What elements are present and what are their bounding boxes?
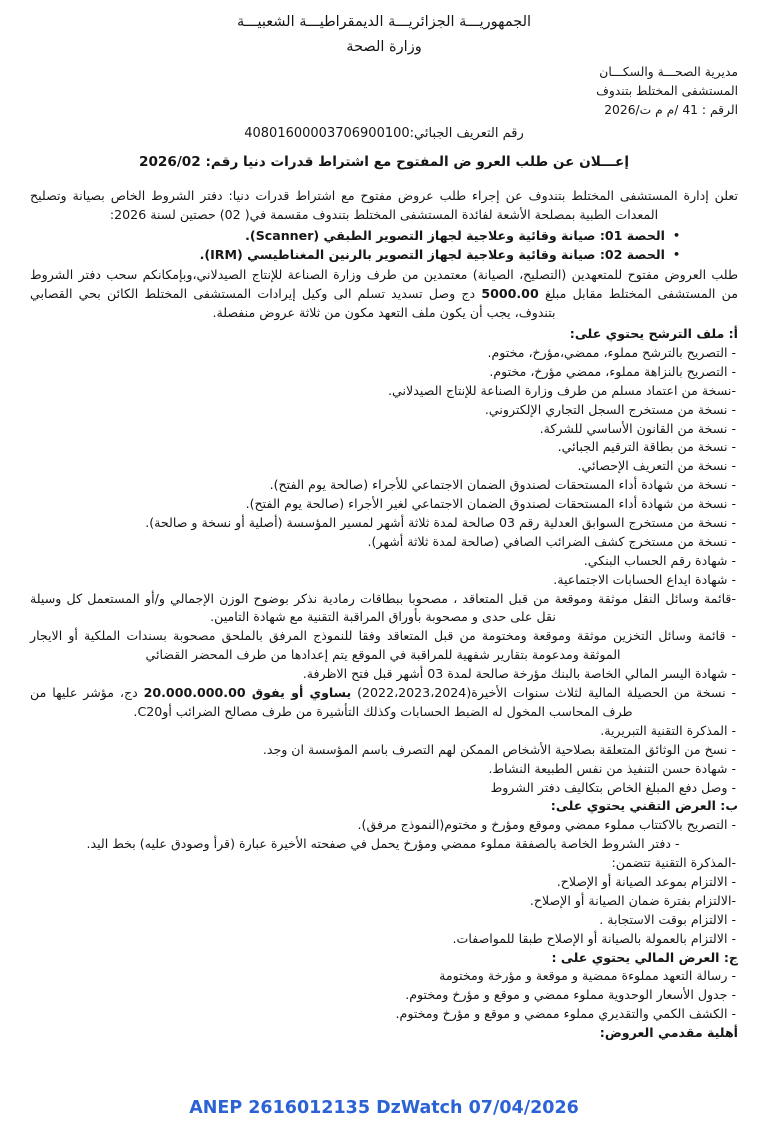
list-item: - نسخ من الوثائق المتعلقة بصلاحية الأشخاص الممكن لهم التصرف باسم المؤسسة ان وجد. xyxy=(262,741,736,757)
list-item: - نسخة من القانون الأساسي للشركة. xyxy=(539,420,736,436)
intro-paragraph: تعلن إدارة المستشفى المختلط بتندوف عن إجراء طلب عروض مفتوح مع اشتراط قدرات دنيا: دفتر الشروط الخاص بصيانة وتصليح المعدات الطبية بمصلحة الأشعة لفائدة المستشفى المختلط بتندوف مقسمة في( 02) حصتين لسنة 2026: xyxy=(30,187,738,222)
list-item: - التصريح بالاكتتاب مملوء ممضي وموقع ومؤرخ و مختوم(النموذج مرفق). xyxy=(357,817,736,833)
bullet-icon: • xyxy=(672,228,680,242)
eligibility-heading: أهلية مقدمي العروض: xyxy=(599,1025,738,1041)
list-item: - نسخة من مستخرج السوابق العدلية رقم 03 صالحة لمدة ثلاثة أشهر لمسير المؤسسة (أصلية أو نسخة و صالحة). xyxy=(145,515,736,531)
list-item: - شهادة ايداع الحسابات الاجتماعية. xyxy=(553,571,736,587)
list-item: -نسخة من اعتماد مسلم من طرف وزارة الصناعة للإنتاج الصيدلاني. xyxy=(388,382,736,398)
reference-number-line: الرقم : 41 /م م ت/2026 xyxy=(604,102,738,117)
header-right xyxy=(30,63,738,120)
list-item: - رسالة التعهد مملوءة ممضية و موقعة و مؤرخة ومختومة xyxy=(439,968,736,984)
conditions-paragraph: طلب العروض مفتوح للمتعهدين (التصليح، الصيانة) معتمدين من طرف وزارة الصناعة للإنتاج الصيدلاني،وبإمكانكم سحب دفتر الشروط من المستشفى المختلط مقابل مبلغ 5000.00 دج وصل تسديد تسلم الى وكيل إيرادات المستشفى المختلط الكائن بحي القصابي بتندوف، يجب أن يكون ملف التعهد مكون من ثلاثة عروض منفصلة. xyxy=(30,267,738,321)
list-item: - شهادة رقم الحساب البنكي. xyxy=(583,552,736,568)
list-item: -المذكرة التقنية تتضمن: xyxy=(611,855,736,871)
directorate-line: مديرية الصحـــة والسكـــان xyxy=(599,64,738,79)
document-body xyxy=(30,185,738,1043)
list-item: - شهادة حسن التنفيذ من نفس الطبيعة النشاط. xyxy=(488,760,736,776)
list-item: - نسخة من شهادة أداء المستحقات لصندوق الضمان الاجتماعي لغير الأجراء (صالحة يوم الفتح). xyxy=(245,496,736,512)
section-c-heading: ج: العرض المالي يحتوي على : xyxy=(551,949,738,965)
republic-title: الجمهوريـــة الجزائريـــة الديمقراطيـــة الشعبيـــة xyxy=(236,14,532,30)
list-item: - التصريح بالترشح مملوء، ممضي،مؤرخ، مختوم. xyxy=(487,345,736,361)
lot-2-bullet: •الحصة 02: صيانة وقائية وعلاجية لجهاز التصوير بالرنين المغناطيسي (IRM). xyxy=(199,246,680,262)
bullet-icon: • xyxy=(672,247,680,261)
list-item: - نسخة من شهادة أداء المستحقات لصندوق الضمان الاجتماعي للأجراء (صالحة يوم الفتح). xyxy=(269,477,736,493)
anep-footer: ANEP 2616012135 DzWatch 07/04/2026 xyxy=(189,1098,579,1118)
header-center xyxy=(30,10,738,61)
list-item: - وصل دفع المبلغ الخاص بتكاليف دفتر الشروط xyxy=(490,779,736,795)
list-item: - نسخة من بطاقة الترقيم الجبائي. xyxy=(557,439,736,455)
list-item: - شهادة اليسر المالي الخاصة بالبنك مؤرخة صالحة لمدة 03 أشهر قبل فتح الاظرفة. xyxy=(302,666,736,682)
hospital-line: المستشفى المختلط بتندوف xyxy=(596,83,738,98)
section-b-heading: ب: العرض التقني يحتوي على: xyxy=(550,798,738,814)
tax-id-line: رقم التعريف الجبائي:40801600003706900100 xyxy=(244,125,524,141)
list-item: - الكشف الكمي والتقديري مملوء ممضي و موقع و مؤرخ ومختوم. xyxy=(395,1006,736,1022)
list-item: - الالتزام بموعد الصيانة أو الإصلاح. xyxy=(556,873,736,889)
page-title: إعـــلان عن طلب العرو ض المفتوح مع اشتراط قدرات دنيا رقم: 2026/02 xyxy=(139,153,629,170)
list-item: - قائمة وسائل التخزين موثقة وموقعة ومختومة من قبل المتعاقد وفقا للنموذج المرفق بالملحق مصحوبة بسندات الملكية أو الايجار الموثقة ومدعومة بتقارير شفهية للمراقبة في الموقع يتم إعدادها من طرف المحضر القضائي xyxy=(30,628,736,663)
ministry-title: وزارة الصحة xyxy=(346,39,422,56)
list-item: - دفتر الشروط الخاصة بالصفقة مملوء ممضي ومؤرخ يحمل في صفحته الأخيرة عبارة (قرأ وصودق عليه) بخط اليد. xyxy=(86,836,680,852)
list-item: - نسخة من مستخرج كشف الضرائب الصافي (صالحة لمدة ثلاثة أشهر). xyxy=(367,533,736,549)
list-item: - نسخة من التعريف الإحصائي. xyxy=(577,458,736,474)
list-item: -قائمة وسائل النقل موثقة وموقعة من قبل المتعاقد ، مصحوبا ببطاقات رمادية نذكر بوضوح الوزن الإجمالي و/أو المستعمل كل وسيلة نقل على حدى و مصحوبة بأوراق المراقبة التقنية مع شهادة التامين. xyxy=(30,590,736,625)
list-item: - نسخة من الحصيلة المالية لثلاث سنوات الأخيرة(2022،2023،2024) يساوي أو يفوق 20.000.000.00 دج، مؤشر عليها من طرف المحاسب المخول له الضبط الحسابات وكذلك التأشيرة من طرف مصالح الضرائب أوC20. xyxy=(30,685,737,719)
list-item: -الالتزام بفترة ضمان الصيانة أو الإصلاح. xyxy=(529,892,736,908)
list-item: - الالتزام بالعمولة بالصيانة أو الإصلاح طبقا للمواصفات. xyxy=(452,930,736,946)
list-item: - التصريح بالنزاهة مملوء، ممضي مؤرخ، مختوم. xyxy=(489,363,736,379)
list-item: - نسخة من مستخرج السجل التجاري الإلكتروني. xyxy=(484,401,736,417)
section-a-heading: أ: ملف الترشح يحتوي على: xyxy=(569,326,738,342)
lot-1-bullet: •الحصة 01: صيانة وقائية وعلاجية لجهاز التصوير الطبقي (Scanner). xyxy=(245,227,680,243)
list-item: - جدول الأسعار الوحدوية مملوء ممضي و موقع و مؤرخ ومختوم. xyxy=(405,987,736,1003)
list-item: - المذكرة التقنية التبريرية. xyxy=(600,722,736,738)
list-item: - الالتزام بوقت الاستجابة . xyxy=(599,911,736,927)
